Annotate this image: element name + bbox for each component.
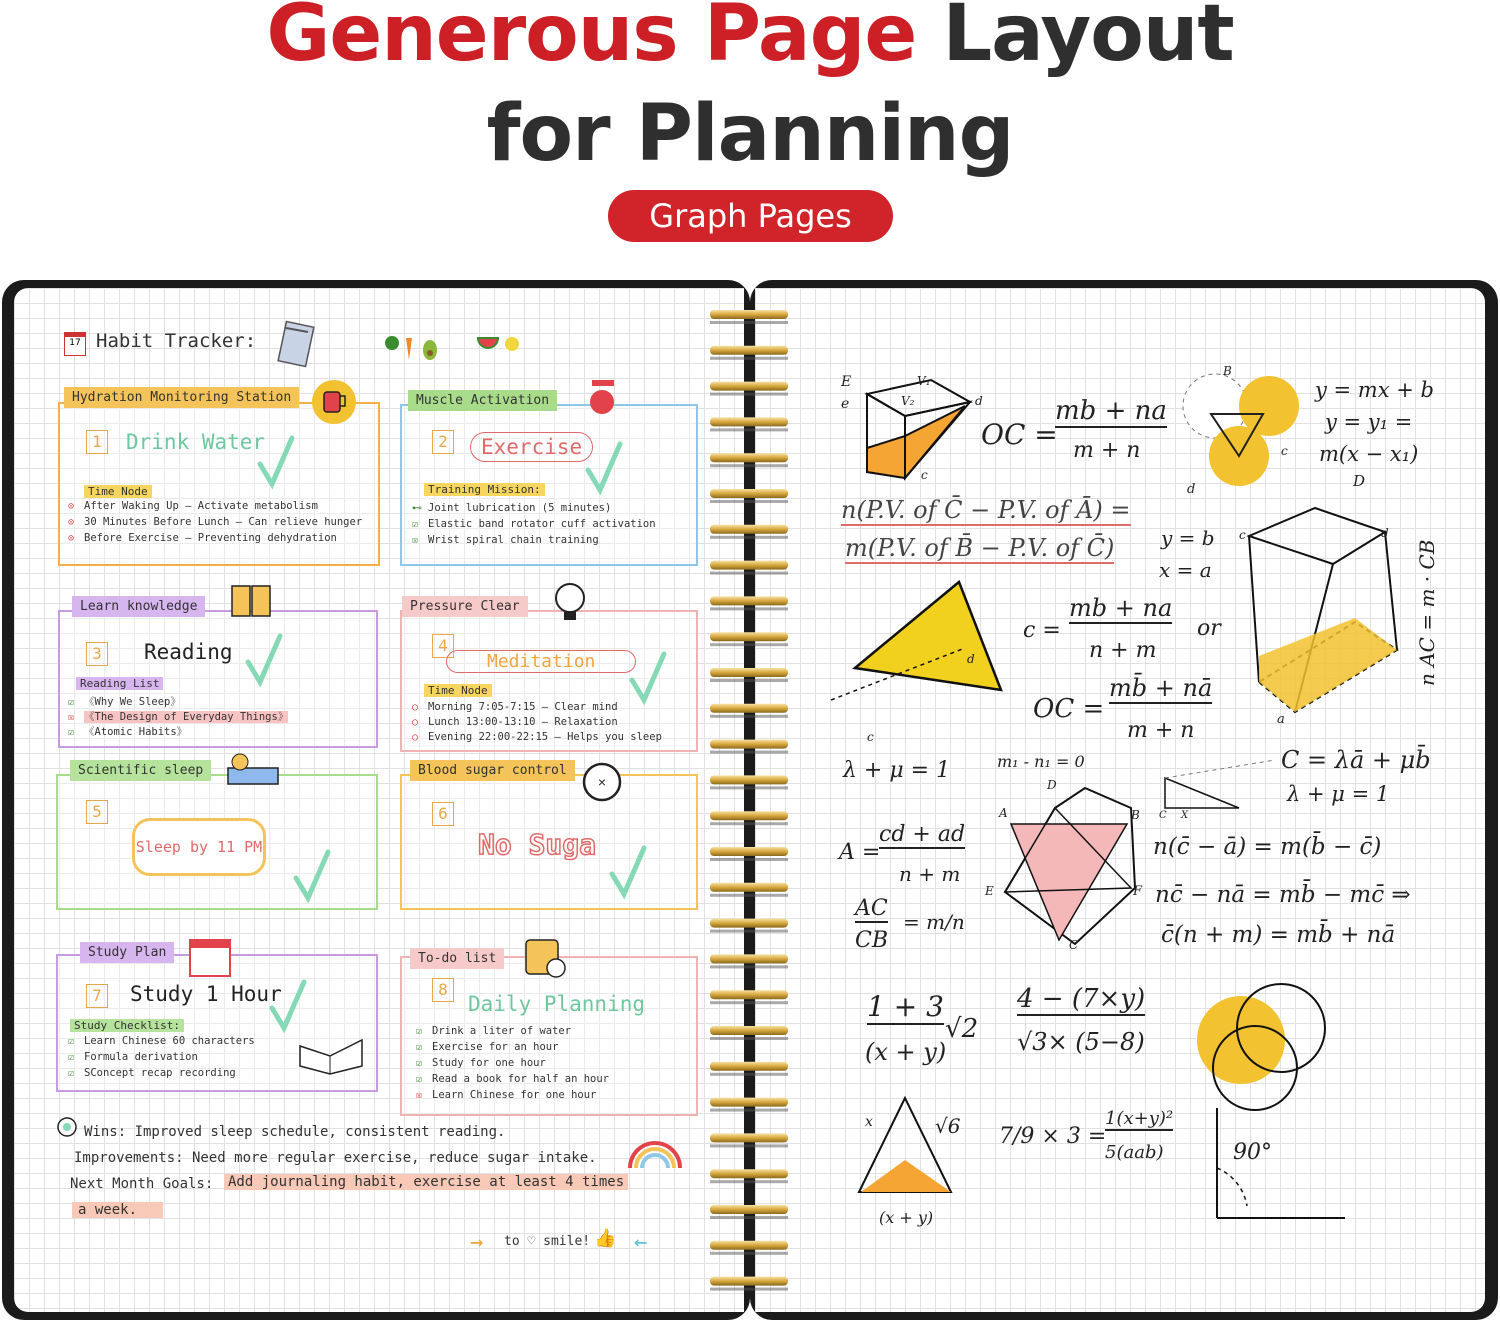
goals-continued: a week. (72, 1202, 163, 1218)
checkmark-icon (608, 844, 648, 900)
book-icon (228, 576, 276, 620)
formula-text: 1(x+y)² (1105, 1108, 1174, 1129)
card-label: Time Node (84, 485, 152, 498)
formula-vertical: n AC = m · CB (1415, 539, 1439, 686)
arrow-left-icon: ← (634, 1230, 648, 1255)
formula-text: 1 + 3 (867, 990, 944, 1023)
binding-ring (710, 740, 788, 749)
headline-red-text: Generous Page (266, 0, 917, 79)
formula-text: n + m (1089, 638, 1157, 663)
formula-text: m + n (1073, 438, 1141, 463)
formula-text: cd + ad (879, 822, 966, 847)
binding-ring-shadow (710, 1252, 788, 1255)
formula-text: (x + y) (865, 1038, 947, 1066)
binding-ring (710, 811, 788, 820)
water-cup-icon (310, 378, 358, 426)
binding-ring-shadow (710, 965, 788, 968)
card-title: Exercise (470, 432, 593, 462)
open-book-icon (296, 1026, 366, 1076)
formula-text: nc̄ − nā = mb̄ − mc̄ ⇒ (1155, 882, 1411, 908)
card-title: Drink Water (126, 430, 266, 454)
list-item: ○ Lunch 13:00-13:10 – Relaxation (412, 716, 618, 728)
vertex-label: C (1159, 810, 1167, 821)
list-item: ☒ 《The Design of Everyday Things》 (68, 711, 289, 723)
list-item: ☑ Read a book for half an hour (416, 1073, 610, 1085)
svg-text:×: × (597, 774, 607, 790)
lightbulb-small-icon (52, 1114, 82, 1144)
binding-ring-shadow (710, 1001, 788, 1004)
formula-text: 90° (1233, 1140, 1272, 1165)
binding-ring (710, 1169, 788, 1178)
card-number: 6 (432, 802, 454, 826)
checkmark-icon (584, 440, 624, 496)
bed-icon (226, 744, 282, 792)
formula-text: (x + y) (879, 1208, 934, 1227)
list-item: ☑ Drink a liter of water (416, 1025, 572, 1037)
binding-ring (710, 668, 788, 677)
card-title: Meditation (446, 650, 636, 673)
vertex-label: E (841, 374, 852, 390)
vertex-label: d (1187, 482, 1196, 497)
binding-ring (710, 1205, 788, 1214)
vertex-label: B (1223, 364, 1232, 378)
card-title: Reading (144, 640, 233, 664)
thumbs-up-icon: 👍 (594, 1228, 617, 1249)
vertex-label: D (1353, 472, 1366, 490)
goals-text: Add journaling habit, exercise at least 4 times (224, 1174, 628, 1190)
binding-ring (710, 632, 788, 641)
formula-text: mb̄ + nā (1109, 674, 1213, 702)
left-page (14, 288, 744, 1312)
vertex-label: d (967, 652, 975, 666)
binding-ring-shadow (710, 643, 788, 646)
binding-ring-shadow (710, 393, 788, 396)
checkmark-icon (628, 650, 668, 706)
binding-ring (710, 1241, 788, 1250)
formula-text: C = λā + μb̄ (1281, 746, 1431, 774)
binding-ring (710, 954, 788, 963)
lightbulb-icon (550, 578, 594, 626)
vertex-label: A (999, 806, 1008, 820)
calendar-icon: 17 (64, 332, 86, 356)
vertex-label: e (841, 396, 850, 412)
card-number: 4 (432, 634, 454, 658)
formula-text: m₁ - n₁ = 0 (997, 752, 1085, 771)
rainbow-icon (624, 1134, 688, 1174)
binding-ring (710, 1098, 788, 1107)
card-title: Study 1 Hour (130, 982, 282, 1006)
binding-ring (710, 346, 788, 355)
card-tab: Scientific sleep (70, 760, 211, 781)
binding-ring (710, 310, 788, 319)
binding-ring (710, 1277, 788, 1286)
binding-ring (710, 847, 788, 856)
binding-ring-shadow (710, 679, 788, 682)
formula-text: λ + μ = 1 (843, 758, 951, 783)
binding-ring-shadow (710, 715, 788, 718)
wins-note: Wins: Improved sleep schedule, consistent reading. (84, 1124, 506, 1140)
card-label: Training Mission: (424, 483, 545, 496)
binding-ring-shadow (710, 321, 788, 324)
vertex-label: d (1381, 526, 1389, 540)
formula-text: 4 − (7×y) (1017, 984, 1146, 1014)
list-item: ○ Evening 22:00-22:15 – Helps you sleep (412, 731, 662, 743)
list-item: ☑ Exercise for an hour (416, 1041, 559, 1053)
speech-bubble: Sleep by 11 PM (132, 818, 266, 876)
formula-text: or (1197, 616, 1221, 641)
card-tab: Hydration Monitoring Station (64, 387, 299, 408)
spiral-binding (706, 300, 794, 1300)
card-number: 1 (86, 430, 108, 454)
formula-text: mb + na (1069, 594, 1173, 622)
card-label: Study Checklist: (70, 1019, 184, 1032)
vertex-label: E (985, 884, 994, 898)
binding-ring (710, 596, 788, 605)
list-item: ☑ Elastic band rotator cuff activation (412, 518, 656, 530)
card-number: 3 (86, 642, 108, 666)
vertex-label: c (921, 468, 928, 482)
formula-text: y = b (1161, 526, 1215, 550)
binding-ring-shadow (710, 357, 788, 360)
formula-text: c = (1023, 618, 1061, 643)
binding-ring-shadow (710, 822, 788, 825)
binding-ring (710, 1026, 788, 1035)
binding-ring (710, 883, 788, 892)
card-tab: To-do list (410, 948, 504, 969)
stopwatch-icon (580, 756, 624, 804)
formula-text: 7/9 × 3 = (999, 1124, 1107, 1149)
vertex-label: X (1181, 810, 1189, 821)
notepad-icon (276, 318, 320, 374)
binding-ring (710, 1133, 788, 1142)
checkmark-icon (292, 848, 332, 904)
binding-ring (710, 417, 788, 426)
binding-ring-shadow (710, 1216, 788, 1219)
formula-text: x = a (1159, 558, 1212, 582)
card-tab: Blood sugar control (410, 760, 575, 781)
list-item: ☑ SConcept recap recording (68, 1067, 236, 1079)
list-item: ☑ Formula derivation (68, 1051, 198, 1063)
formula-text: n(c̄ − ā) = m(b̄ − c̄) (1153, 834, 1382, 860)
binding-ring (710, 704, 788, 713)
card-tab: Muscle Activation (408, 390, 557, 411)
formula-text: 5(aab) (1105, 1142, 1164, 1163)
binding-ring-shadow (710, 1144, 788, 1147)
binding-ring (710, 1062, 788, 1071)
improvements-note: Improvements: Need more regular exercise, reduce sugar intake. (74, 1150, 597, 1166)
vertex-label: V₁ (917, 374, 931, 388)
binding-ring-shadow (710, 428, 788, 431)
formula-text: n(P.V. of C̄ − P.V. of Ā) = (841, 496, 1131, 524)
binding-ring-shadow (710, 536, 788, 539)
formula-text: √2 (945, 1014, 979, 1044)
formula-text: mb + na (1055, 396, 1167, 426)
formula-text: m(x − x₁) (1319, 442, 1419, 466)
vertex-label: C (1069, 938, 1079, 952)
formula-text: y = y₁ = (1325, 410, 1413, 434)
list-item: ☒ Wrist spiral chain training (412, 534, 599, 546)
headline-line-1 (0, 0, 1500, 82)
vertex-label: F (1133, 884, 1143, 899)
card-title: Daily Planning (468, 992, 646, 1016)
binding-ring-shadow (710, 500, 788, 503)
card-tab: Pressure Clear (402, 596, 528, 617)
smile-sticker: to ♡ smile! (504, 1234, 591, 1249)
vertex-label: a (1277, 712, 1285, 727)
binding-ring (710, 525, 788, 534)
formula-text: √6 (935, 1114, 961, 1138)
card-tab: Learn knowledge (72, 596, 205, 617)
binding-ring (710, 561, 788, 570)
list-item: ☑ 《Why We Sleep》 (68, 696, 181, 708)
goals-label: Next Month Goals: (70, 1176, 214, 1192)
binding-ring (710, 453, 788, 462)
binding-ring-shadow (710, 464, 788, 467)
card-label: Reading List (76, 677, 163, 690)
card-number: 7 (86, 984, 108, 1008)
formula-text: OC = (981, 418, 1058, 451)
binding-ring-shadow (710, 894, 788, 897)
formula-text: OC = (1033, 694, 1105, 724)
formula-text: A = (839, 840, 881, 865)
formula-text: m(P.V. of B̄ − P.V. of C̄) (845, 534, 1115, 562)
binding-ring-shadow (710, 1073, 788, 1076)
binding-ring (710, 489, 788, 498)
list-item: ⊙ After Waking Up – Activate metabolism (68, 500, 318, 512)
checkmark-icon (256, 434, 296, 490)
checkmark-icon (244, 632, 284, 688)
card-number: 8 (432, 978, 454, 1002)
list-item: ☑ 《Atomic Habits》 (68, 726, 188, 738)
formula-text: λ + μ = 1 (1287, 782, 1390, 806)
binding-ring-shadow (710, 572, 788, 575)
arrow-right-icon: → (470, 1230, 484, 1255)
binding-ring-shadow (710, 1109, 788, 1112)
formula-text: = m/n (903, 910, 965, 934)
binding-ring-shadow (710, 1288, 788, 1291)
binding-ring-shadow (710, 751, 788, 754)
vertex-label: B (1131, 808, 1140, 822)
vertex-label: c (867, 730, 874, 744)
binding-ring-shadow (710, 786, 788, 789)
binding-ring (710, 775, 788, 784)
vertex-label: x (865, 1114, 873, 1130)
list-item: ☑ Study for one hour (416, 1057, 546, 1069)
vertex-label: V₂ (901, 394, 915, 408)
dumbbell-icon (582, 376, 626, 420)
list-item: ⊷ Joint lubrication (5 minutes) (412, 502, 612, 514)
list-item: ○ Morning 7:05-7:15 – Clear mind (412, 701, 618, 713)
list-item: ⊙ Before Exercise – Preventing dehydration (68, 532, 337, 544)
card-number: 5 (86, 800, 108, 824)
formula-text: m + n (1127, 718, 1195, 743)
formula-text: √3× (5−8) (1017, 1028, 1145, 1056)
vertex-label: D (1047, 778, 1057, 792)
card-number: 2 (432, 430, 454, 454)
binding-ring (710, 382, 788, 391)
formula-text: n + m (899, 862, 961, 886)
binding-ring-shadow (710, 858, 788, 861)
binding-ring (710, 990, 788, 999)
headline-dark-text: Layout (942, 0, 1234, 79)
binding-ring-shadow (710, 1180, 788, 1183)
list-item: ⊙ 30 Minutes Before Lunch – Can relieve hunger (68, 516, 363, 528)
fruit-icon (476, 334, 524, 356)
headline-line-2: for Planning (486, 89, 1014, 179)
vegetables-icon (382, 328, 444, 364)
binding-ring-shadow (710, 607, 788, 610)
habit-tracker-title: Habit Tracker: (96, 330, 257, 352)
formula-text: c̄(n + m) = mb̄ + nā (1161, 922, 1396, 948)
vertex-label: c (1281, 444, 1288, 458)
binding-ring (710, 919, 788, 928)
calendar-grid-icon (188, 934, 234, 980)
card-tab: Study Plan (80, 942, 174, 963)
binding-ring-shadow (710, 930, 788, 933)
card-label: Time Node (424, 684, 492, 697)
card-title: No Suga (478, 828, 597, 861)
formula-text: CB (855, 928, 888, 953)
formula-text: AC (855, 896, 888, 921)
list-item: ☒ Learn Chinese for one hour (416, 1089, 597, 1101)
vertex-label: c (1239, 528, 1246, 542)
list-item: ☑ Learn Chinese 60 characters (68, 1035, 255, 1047)
binding-ring-shadow (710, 1037, 788, 1040)
vertex-label: d (975, 394, 983, 408)
planner-icon (522, 934, 570, 982)
formula-text: y = mx + b (1315, 378, 1434, 402)
right-page (755, 288, 1485, 1312)
graph-pages-badge: Graph Pages (608, 190, 893, 242)
